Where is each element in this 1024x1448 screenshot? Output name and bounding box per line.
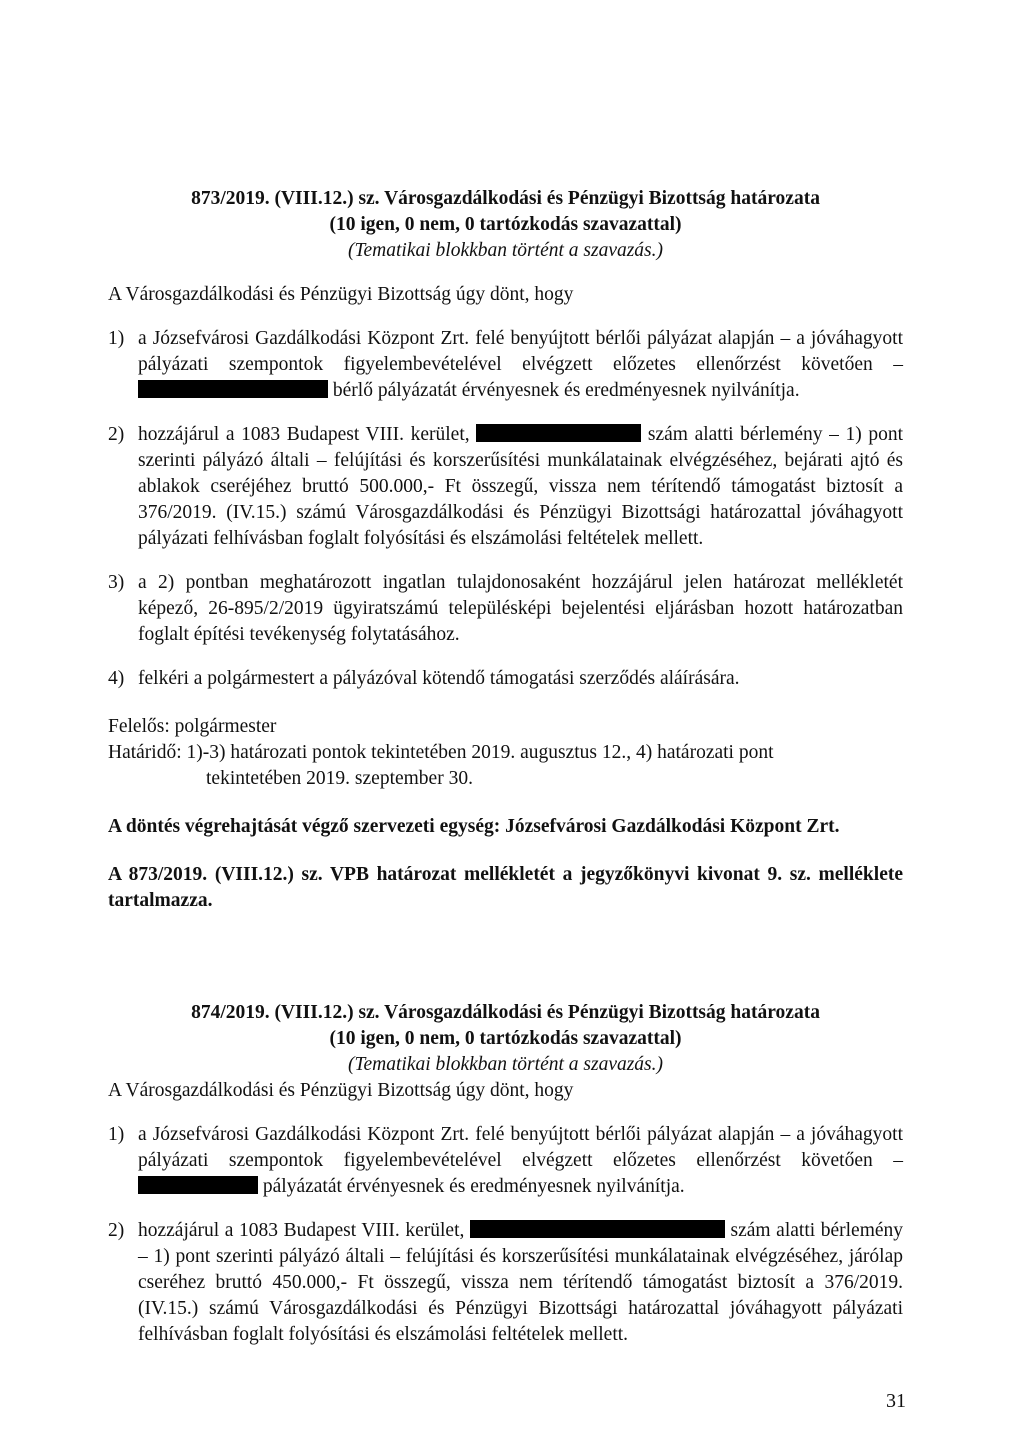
item-number: 4) xyxy=(108,668,125,689)
deadline-continued: tekintetében 2019. szeptember 30. xyxy=(206,768,473,789)
resolution-873 xyxy=(108,186,903,914)
item-text: a Józsefvárosi Gazdálkodási Központ Zrt. felé benyújtott bérlői pályázat alapján – a jóváhagyott pályázati szempontok figyelembevételével elvégzett előzetes ellenőrzést követően – xyxy=(138,328,903,375)
decision-item xyxy=(108,422,903,552)
vote-count: (10 igen, 0 nem, 0 tartózkodás szavazattal) xyxy=(329,1028,682,1049)
item-number: 3) xyxy=(108,572,125,593)
item-text: szám alatti bérlemény – 1) pont szerinti pályázó általi – felújítási és korszerűsítési munkálatainak elvégzéséhez, bejárati ajtó és ablakok cseréjéhez bruttó 500.000,- Ft összegű, vissza nem térítendő támogatást biztosít a 376/2019. (IV.15.) számú Városgazdálkodási és Pénzügyi Bizottsági határozattal jóváhagyott pályázati felhívásban foglalt folyósítási és elszámolási feltételek mellett. xyxy=(138,424,903,549)
responsibility-section xyxy=(108,714,903,792)
item-number: 2) xyxy=(108,1220,125,1241)
resolution-title: 873/2019. (VIII.12.) sz. Városgazdálkodási és Pénzügyi Bizottság határozata xyxy=(191,188,820,209)
item-number: 1) xyxy=(108,1124,125,1145)
resolution-874 xyxy=(108,1000,903,1348)
executing-unit: A döntés végrehajtását végző szervezeti egység: Józsefvárosi Gazdálkodási Központ Zrt. xyxy=(108,816,840,837)
resolution-title: 874/2019. (VIII.12.) sz. Városgazdálkodási és Pénzügyi Bizottság határozata xyxy=(191,1002,820,1023)
item-text: a 2) pontban meghatározott ingatlan tulajdonosaként hozzájárul jelen határozat mellékletét képező, 26-895/2/2019 ügyiratszámú településképi bejelentési eljárásban hozott határozatban foglalt építési tevékenység folytatásához. xyxy=(138,572,903,645)
vote-note: (Tematikai blokkban történt a szavazás.) xyxy=(347,1054,664,1075)
redaction-bar xyxy=(138,1176,258,1194)
decision-item xyxy=(108,1218,903,1348)
item-text: bérlő pályázatát érvényesnek és eredményesnek nyilvánítja. xyxy=(332,380,800,401)
item-number: 1) xyxy=(108,328,125,349)
responsible-person: Felelős: polgármester xyxy=(108,716,277,737)
decision-intro: A Városgazdálkodási és Pénzügyi Bizottság úgy dönt, hogy xyxy=(108,284,574,305)
decision-intro: A Városgazdálkodási és Pénzügyi Bizottság úgy dönt, hogy xyxy=(108,1080,574,1101)
vote-note: (Tematikai blokkban történt a szavazás.) xyxy=(347,240,664,261)
item-number: 2) xyxy=(108,424,125,445)
item-text: felkéri a polgármestert a pályázóval kötendő támogatási szerződés aláírására. xyxy=(138,668,740,689)
vote-count: (10 igen, 0 nem, 0 tartózkodás szavazattal) xyxy=(329,214,682,235)
decision-item xyxy=(108,666,903,692)
redaction-bar xyxy=(470,1220,725,1238)
resolution-header xyxy=(108,186,903,264)
redaction-bar xyxy=(476,424,641,442)
resolution-header xyxy=(108,1000,903,1078)
item-text: hozzájárul a 1083 Budapest VIII. kerület, xyxy=(138,1220,465,1241)
page-number: 31 xyxy=(886,1390,906,1412)
decision-item xyxy=(108,326,903,404)
item-text: szám alatti bérlemény – 1) pont szerinti pályázó általi – felújítási és korszerűsítési munkálatainak elvégzéséhez, járólap cseréhez bruttó 450.000,- Ft összegű, vissza nem térítendő támogatást biztosít a 376/2019. (IV.15.) számú Városgazdálkodási és Pénzügyi Bizottsági határozattal jóváhagyott pályázati felhívásban foglalt folyósítási és elszámolási feltételek mellett. xyxy=(138,1220,904,1345)
redaction-bar xyxy=(138,380,328,398)
item-text: pályázatát érvényesnek és eredményesnek nyilvánítja. xyxy=(262,1176,685,1197)
decision-item xyxy=(108,570,903,648)
deadline: Határidő: 1)-3) határozati pontok tekintetében 2019. augusztus 12., 4) határozati pont xyxy=(108,742,774,763)
item-text: hozzájárul a 1083 Budapest VIII. kerület, xyxy=(138,424,470,445)
item-text: a Józsefvárosi Gazdálkodási Központ Zrt. felé benyújtott bérlői pályázat alapján – a jóváhagyott pályázati szempontok figyelembevételével elvégzett előzetes ellenőrzést követően – xyxy=(138,1124,903,1171)
decision-item xyxy=(108,1122,903,1200)
annex-note: A 873/2019. (VIII.12.) sz. VPB határozat mellékletét a jegyzőkönyvi kivonat 9. sz. melléklete tartalmazza. xyxy=(108,864,903,911)
